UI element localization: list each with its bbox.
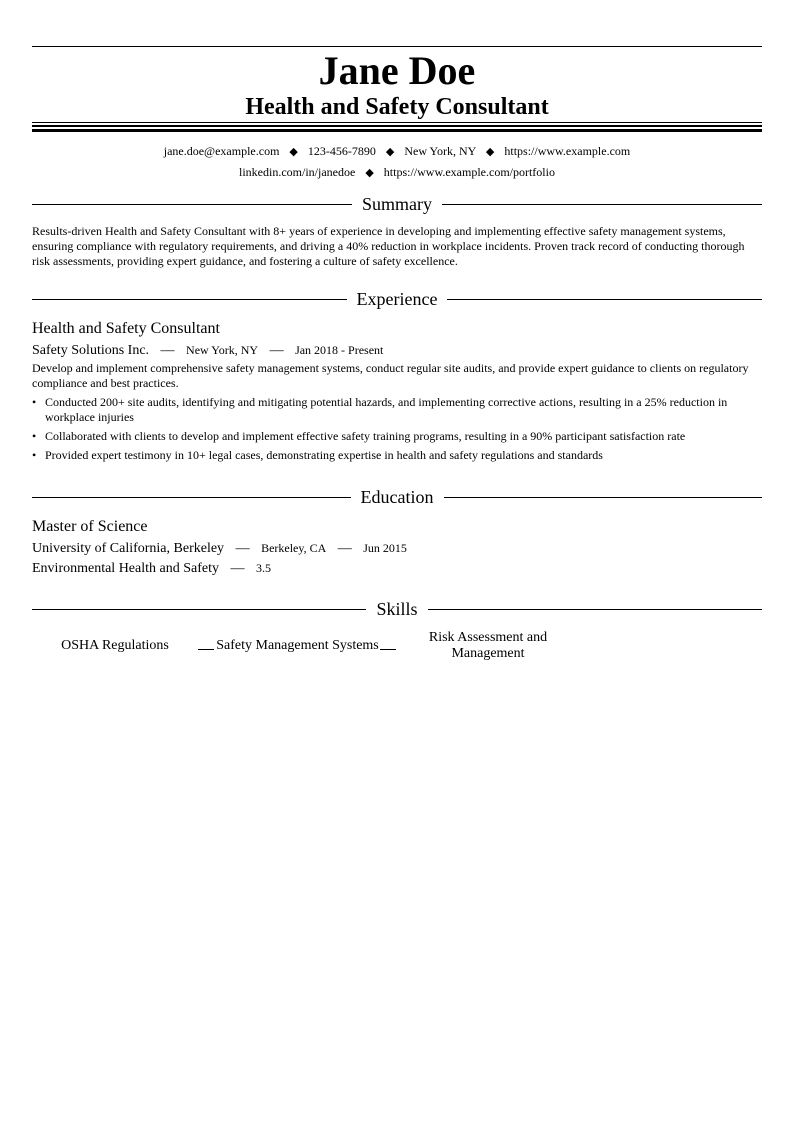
contact-portfolio[interactable]: https://www.example.com/portfolio bbox=[383, 165, 555, 179]
dash-separator: — bbox=[230, 561, 245, 576]
header-rule-thin bbox=[32, 122, 762, 123]
skill-item: OSHA Regulations bbox=[61, 638, 169, 653]
job-bullets bbox=[32, 395, 762, 467]
dash-separator: — bbox=[337, 541, 352, 556]
job-title: Health and Safety Consultant bbox=[32, 320, 220, 337]
skills-heading bbox=[32, 597, 762, 621]
list-item bbox=[32, 429, 762, 444]
education-heading bbox=[32, 485, 762, 509]
bullet-icon: • bbox=[32, 395, 37, 409]
summary-text: Results-driven Health and Safety Consultant with 8+ years of experience in developing and implementing effective safety management systems, ensuring compliance with regulatory requirements, and driving a 40% reduction in workplace incidents. Proven track record of conducting thorough risk assessments, providing expert guidance, and fostering a culture of safety excellence. bbox=[32, 224, 745, 268]
education-field: Environmental Health and Safety bbox=[32, 561, 219, 576]
contact-linkedin[interactable]: linkedin.com/in/janedoe bbox=[239, 165, 356, 179]
job-description: Develop and implement comprehensive safety management systems, conduct regular site audits, and provide expert guidance to clients on regulatory compliance and best practices. bbox=[32, 361, 749, 390]
education-gpa: 3.5 bbox=[256, 561, 271, 575]
heading-rule bbox=[428, 609, 762, 610]
bullet-icon: • bbox=[32, 448, 37, 462]
heading-rule bbox=[32, 497, 351, 498]
heading-rule bbox=[32, 204, 352, 205]
skill-separator bbox=[380, 649, 396, 650]
summary-heading bbox=[32, 192, 762, 216]
job-meta bbox=[32, 340, 383, 361]
dash-separator: — bbox=[160, 343, 175, 358]
candidate-title: Health and Safety Consultant bbox=[245, 94, 549, 120]
heading-rule bbox=[447, 299, 762, 300]
bullet-text: Provided expert testimony in 10+ legal cases, demonstrating expertise in health and safety regulations and standards bbox=[45, 448, 603, 462]
education-heading-label: Education bbox=[360, 487, 434, 507]
contact-location: New York, NY bbox=[404, 144, 476, 158]
bullet-text: Conducted 200+ site audits, identifying and mitigating potential hazards, and implementing corrective actions, resulting in a 25% reduction in workplace injuries bbox=[45, 395, 728, 424]
skills-heading-label: Skills bbox=[376, 599, 418, 619]
header-top-rule bbox=[32, 46, 762, 47]
diamond-separator-icon: ◆ bbox=[485, 146, 495, 158]
diamond-separator-icon: ◆ bbox=[289, 146, 298, 158]
list-item bbox=[32, 448, 762, 463]
contact-phone[interactable]: 123-456-7890 bbox=[307, 144, 376, 158]
education-date: Jun 2015 bbox=[363, 541, 407, 555]
bullet-icon: • bbox=[32, 429, 37, 443]
dash-separator: — bbox=[269, 343, 284, 358]
bullet-text: Collaborated with clients to develop and implement effective safety training programs, resulting in a 90% participant satisfaction rate bbox=[45, 429, 686, 443]
skill-item: Risk Assessment and Management bbox=[428, 630, 548, 661]
heading-rule bbox=[32, 299, 347, 300]
candidate-name: Jane Doe bbox=[318, 48, 476, 93]
contact-website[interactable]: https://www.example.com bbox=[504, 144, 631, 158]
header-rule-thick bbox=[32, 129, 762, 132]
education-school: University of California, Berkeley bbox=[32, 541, 225, 556]
skill-item: Safety Management Systems bbox=[216, 638, 379, 653]
job-dates: Jan 2018 - Present bbox=[295, 343, 384, 357]
summary-heading-label: Summary bbox=[362, 194, 432, 214]
skill-separator bbox=[198, 649, 214, 650]
job-company: Safety Solutions Inc. bbox=[32, 343, 150, 358]
diamond-separator-icon: ◆ bbox=[385, 146, 395, 158]
diamond-separator-icon: ◆ bbox=[365, 167, 374, 179]
heading-rule bbox=[444, 497, 763, 498]
list-item bbox=[32, 395, 762, 425]
education-meta bbox=[32, 538, 407, 559]
experience-heading-label: Experience bbox=[356, 289, 438, 309]
education-location: Berkeley, CA bbox=[261, 541, 327, 555]
contact-email[interactable]: jane.doe@example.com bbox=[163, 144, 280, 158]
education-degree: Master of Science bbox=[32, 518, 148, 535]
header-rule-medium bbox=[32, 125, 762, 127]
contact-line-1 bbox=[32, 142, 762, 161]
job-location: New York, NY bbox=[186, 343, 259, 357]
experience-heading bbox=[32, 287, 762, 311]
contact-line-2 bbox=[32, 163, 762, 182]
heading-rule bbox=[442, 204, 762, 205]
education-field-row bbox=[32, 558, 271, 579]
dash-separator: — bbox=[235, 541, 250, 556]
heading-rule bbox=[32, 609, 366, 610]
